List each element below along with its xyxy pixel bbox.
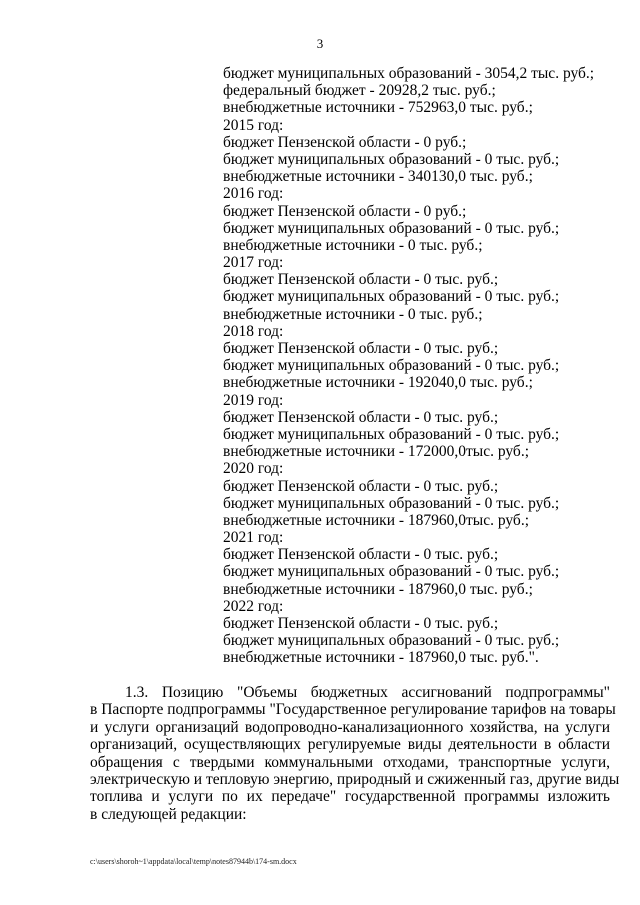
budget-line: бюджет муниципальных образований - 0 тыс. руб.; bbox=[223, 150, 560, 168]
budget-line: бюджет Пензенской области - 0 руб.; bbox=[223, 133, 467, 151]
budget-line: внебюджетные источники - 0 тыс. руб.; bbox=[223, 236, 483, 254]
paragraph-line: обращения с твердыми коммунальными отходами, транспортные услуги, bbox=[90, 753, 610, 771]
budget-line: бюджет Пензенской области - 0 тыс. руб.; bbox=[223, 546, 499, 564]
budget-line: бюджет муниципальных образований - 0 тыс. руб.; bbox=[223, 357, 560, 375]
budget-line: внебюджетные источники - 172000,0тыс. руб.; bbox=[223, 443, 529, 461]
year-heading: 2017 год: bbox=[223, 254, 284, 272]
budget-line: бюджет Пензенской области - 0 тыс. руб.; bbox=[223, 271, 499, 289]
budget-line: внебюджетные источники - 340130,0 тыс. руб.; bbox=[223, 168, 533, 186]
budget-line: внебюджетные источники - 187960,0 тыс. руб.; bbox=[223, 580, 533, 598]
budget-line: федеральный бюджет - 20928,2 тыс. руб.; bbox=[223, 82, 496, 100]
budget-line: бюджет муниципальных образований - 0 тыс. руб.; bbox=[223, 288, 560, 306]
budget-line: бюджет Пензенской области - 0 тыс. руб.; bbox=[223, 477, 499, 495]
paragraph-line: электрическую и тепловую энергию, природный и сжиженный газ, другие виды bbox=[90, 770, 620, 788]
year-heading: 2016 год: bbox=[223, 185, 284, 203]
year-heading: 2020 год: bbox=[223, 460, 284, 478]
year-heading: 2018 год: bbox=[223, 322, 284, 340]
budget-list bbox=[223, 65, 623, 667]
year-heading: 2022 год: bbox=[223, 597, 284, 615]
budget-line: внебюджетные источники - 752963,0 тыс. руб.; bbox=[223, 99, 533, 117]
amendment-paragraph bbox=[90, 684, 620, 823]
budget-line: бюджет муниципальных образований - 0 тыс. руб.; bbox=[223, 632, 560, 650]
budget-line: внебюджетные источники - 192040,0 тыс. руб.; bbox=[223, 374, 533, 392]
paragraph-line: в Паспорте подпрограммы "Государственное регулирование тарифов на товары bbox=[90, 701, 616, 719]
paragraph-line: организаций, осуществляющих регулируемые виды деятельности в области bbox=[90, 736, 610, 754]
budget-line: внебюджетные источники - 0 тыс. руб.; bbox=[223, 305, 483, 323]
budget-line: бюджет муниципальных образований - 0 тыс. руб.; bbox=[223, 425, 560, 443]
year-heading: 2021 год: bbox=[223, 529, 284, 547]
year-heading: 2015 год: bbox=[223, 116, 284, 134]
budget-line: бюджет Пензенской области - 0 руб.; bbox=[223, 202, 467, 220]
budget-line: бюджет муниципальных образований - 0 тыс. руб.; bbox=[223, 219, 560, 237]
budget-line: внебюджетные источники - 187960,0тыс. руб.; bbox=[223, 511, 529, 529]
budget-line: бюджет Пензенской области - 0 тыс. руб.; bbox=[223, 615, 499, 632]
paragraph-line: в следующей редакции: bbox=[90, 805, 247, 823]
budget-line: бюджет муниципальных образований - 0 тыс. руб.; bbox=[223, 494, 560, 512]
footer-file-path: c:\users\shoroh~1\appdata\local\temp\notes87944b\174-sm.docx bbox=[90, 857, 297, 866]
budget-line: бюджет Пензенской области - 0 тыс. руб.; bbox=[223, 340, 499, 357]
paragraph-line: и услуги организаций водопроводно-канализационного хозяйства, на услуги bbox=[90, 718, 610, 736]
paragraph-line: топлива и услуги по их передаче" государственной программы изложить bbox=[90, 788, 610, 806]
budget-line: внебюджетные источники - 187960,0 тыс. руб.". bbox=[223, 649, 539, 667]
paragraph-line: 1.3. Позицию "Объемы бюджетных ассигнований подпрограммы" bbox=[125, 684, 610, 701]
budget-line: бюджет муниципальных образований - 0 тыс. руб.; bbox=[223, 563, 560, 581]
page-number: 3 bbox=[316, 36, 324, 51]
year-heading: 2019 год: bbox=[223, 391, 284, 409]
budget-line: бюджет муниципальных образований - 3054,2 тыс. руб.; bbox=[223, 65, 595, 82]
budget-line: бюджет Пензенской области - 0 тыс. руб.; bbox=[223, 408, 499, 426]
